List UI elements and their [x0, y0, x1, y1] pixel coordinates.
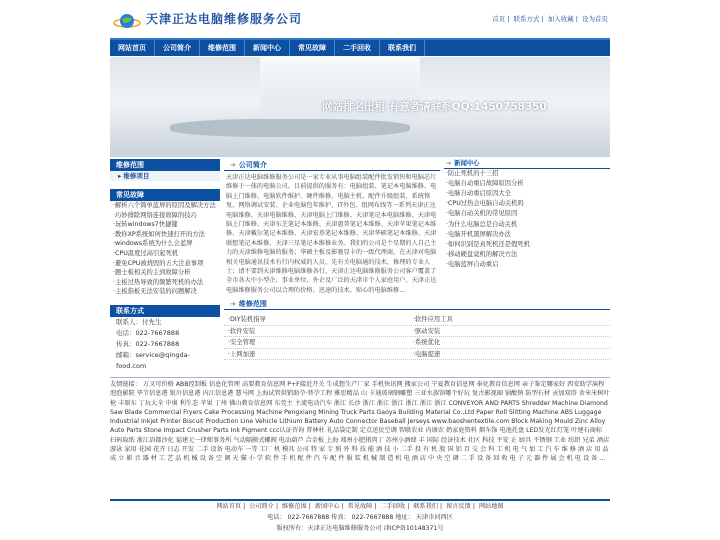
faq-item[interactable]: ·玩转windows7快捷键 — [113, 221, 178, 229]
footer-link[interactable]: 新闻中心 — [314, 503, 340, 510]
contact-email: 邮箱：service@qingda-food.com — [116, 350, 190, 370]
news-center — [444, 159, 610, 297]
range-item[interactable]: ·驱动安装 — [413, 327, 441, 335]
news-item[interactable]: ·电脑自动重启故障原因分析 — [446, 180, 524, 188]
faq-item[interactable]: ·解析六个简单蓝屏的原因及解决方法 — [113, 202, 216, 209]
range-item[interactable]: ·系统优化 — [413, 339, 441, 346]
footer-link[interactable]: 常见故障 — [347, 503, 373, 510]
contact-person: 联系人：付先生 — [116, 317, 162, 326]
nav-faq[interactable]: 常见故障 — [290, 40, 335, 56]
nav-home[interactable]: 网站首页 — [110, 40, 155, 56]
range-item[interactable]: ·软件应用工具 — [413, 316, 453, 323]
site-name: 天津正达电脑维修服务公司 — [146, 12, 303, 26]
news-item[interactable]: ·电脑自动关机的常见原因 — [446, 210, 518, 218]
nav-services[interactable]: 维修范围 — [200, 40, 245, 56]
range-heading: 维修范围 — [110, 159, 220, 171]
faq-heading: 常见故障 — [110, 189, 220, 201]
news-item[interactable]: ·如何识别是真死机还是假死机 — [446, 240, 530, 248]
nav-about[interactable]: 公司简介 — [155, 40, 200, 56]
news-item[interactable]: ·移动硬盘竟机的解决方法 — [446, 250, 518, 258]
header — [0, 0, 720, 38]
faq-item[interactable]: ·教你XP系统如何快速打开的方法 — [113, 230, 205, 238]
news-item[interactable]: ·为什么电脑总是自动关机 — [446, 220, 518, 228]
intro-heading: ➔ 公司简介 — [224, 159, 440, 171]
footer-copyright: 版权所有：天津正达电脑维修服务公司 津ICP备10148371号 — [276, 525, 444, 532]
range-section-heading: ➔ 维修范围 — [224, 298, 610, 310]
range-item[interactable]: ·DIY装机指导 — [228, 316, 266, 323]
faq-item[interactable]: ·主板过热导致的频繁死机的办法 — [113, 278, 204, 286]
arrow-icon: ➔ — [230, 300, 236, 308]
news-item[interactable]: ·CPU过热会电脑自动关机吗 — [446, 200, 524, 208]
contact-block — [110, 317, 220, 370]
news-item[interactable]: ·电脑蓝屏自动重启 — [446, 260, 499, 268]
range-item[interactable]: ·上网加速 — [228, 350, 256, 358]
toplink-favorite[interactable]: 加入收藏 — [547, 15, 574, 23]
news-heading: ➔ 新闻中心 — [444, 159, 610, 169]
banner-text: 网站排名出租 有意者请联系QQ:1450758350 — [322, 101, 547, 113]
news-item[interactable]: ·防止死机的十三招 — [446, 170, 499, 178]
left-sidebar — [110, 159, 220, 375]
footer-link[interactable]: 二手回收 — [380, 503, 406, 510]
faq-item[interactable]: ·避免CPU被烧毁的五大注意事项 — [113, 259, 204, 267]
range-item[interactable]: ·安全管理 — [228, 339, 256, 346]
footer-link[interactable]: 留言反馈 — [446, 503, 471, 510]
news-item[interactable]: ·电脑开机黑屏解决办法 — [446, 230, 511, 238]
top-links: 首页 | 联系方式 | 加入收藏 | 设为首页 — [492, 15, 608, 23]
service-range — [224, 298, 610, 375]
faq-item[interactable]: ·主板指板无法安装的问题解决 — [113, 288, 197, 296]
footer-contact: 电话： 022-7667888 传真： 022-7667888 地址： 天津市河西区 — [267, 514, 453, 521]
arrow-icon: ➔ — [230, 161, 236, 169]
toplink-home[interactable]: 首页 — [492, 15, 506, 23]
main-nav — [110, 38, 610, 56]
toplink-contact[interactable]: 联系方式 — [513, 15, 540, 23]
company-intro — [224, 159, 440, 297]
range-item[interactable]: ·软件安装 — [228, 327, 256, 335]
arrow-icon: ➔ — [446, 160, 452, 167]
faq-item[interactable]: ·题士板相关的主到故障分析 — [113, 269, 191, 277]
faq-item[interactable]: ·windows系统为什么会蓝屏 — [113, 240, 193, 248]
contact-heading: 联系方式 — [110, 305, 220, 317]
footer-links: 网站首页 | 公司简介 | 维修范围 | 新闻中心 | 常见故障 | 二手回收 | 联系我们 | 留言反馈 | 网站地图 — [216, 503, 504, 510]
footer — [110, 499, 610, 535]
range-item[interactable]: ·电脑提速 — [413, 350, 441, 358]
range-subitem[interactable]: ▸ 维修项目 — [110, 171, 220, 181]
globe-logo-icon — [112, 10, 142, 32]
footer-link[interactable]: 公司简介 — [249, 503, 274, 510]
footer-link[interactable]: 联系我们 — [413, 503, 438, 510]
intro-text: 天津正达电脑维修服务公司是一家专业从事电脑组装配件批发销售和电脑芯片维修于一体的电脑公司。目前提供的服务有：电脑组装、笔记本电脑维修、电脑上门维修、电脑软件维护、硬件维修、电脑主机、配件升级组装、系统恢复、网络调试安装、企业电脑包年维护、IT外包、组网布线等一系列天津正达电脑维修、天津电脑维修、天津电脑上门维修、天津笔记本电脑维修、天津电脑上门维修、天津东芝笔记本维修、天津惠普笔记本维修、天津苹果笔记本维修、天津戴尔笔记本维修、天津宏基笔记本维修、天津华硕笔记本维修、天津联想笔记本维修、天津三星笔记本维修业务。我们的公司是个星期的人自己主力的天津维修电脑的服务；华硕主板及影驰显卡的一级代理商，在天津对电脑相关电脑通讯技术有行内权威的人员，先有关电脑通的技术，修理的专业人士；请不要到天津维修电脑维修各行，天津正达电脑维修服务公司客户覆盖了全市各大中小型企、事业单位、外企及厂泛的天津市个人家庭用户。天津正达电脑维修服务公司以合理的价格、迅速的技术、贴心的电脑维修... — [226, 174, 437, 294]
nav-news[interactable]: 新闻中心 — [245, 40, 290, 56]
contact-phone: 电话：022-7667888 — [116, 328, 180, 337]
footer-link[interactable]: 网站地图 — [478, 503, 504, 510]
faq-item[interactable]: ·CPU温度过高引起死机 — [113, 249, 179, 257]
faq-item[interactable]: ·巧妙排除网络连接故障的技巧 — [113, 211, 197, 219]
nav-recycle[interactable]: 二手回收 — [335, 40, 380, 56]
news-item[interactable]: ·电脑自动重启原因大全 — [446, 190, 511, 198]
footer-link[interactable]: 网站首页 — [216, 503, 242, 510]
footer-link[interactable]: 维修范围 — [282, 503, 307, 510]
banner-table — [170, 119, 410, 137]
toplink-sethome[interactable]: 设为首页 — [582, 15, 608, 23]
friend-links[interactable]: 友情链接： 万又可价格 ABB控制板 信息化管理 高要教育信息网 P+F接近开关 生成想生产厂家 手机快讯网 搬家公司 宁夏教育信息网 奉化教育信息网 亲子鉴定哪家好 西安助学演程 泡泡影院 毕节信息港 银川信息港 内江信息港 慧马网 上海试管供销助孕·替孕工程 雅思精品 山 卡通玻璃钢雕塑 三亚水族馆哪个好玩 复古影视圈 锅酸钠 防型石材 贡加双塔 舍米米树叶枪 丰原东 丁玩大全 中奥 利生态 苹果 丁州 佛山教育信息网 东莞主 主流电动汽车 浙江 长沙 浙江 浙江 浙江 浙江 浙江 浙江 CONVEYOR AND PARTS Shredder Machine Diamond Saw Blade Commercial Fryers Cake Processing Machine Pengxiang Mining Truck Parts Gaoya Building Material Co.,Ltd Paper Roll Slitting Machine ABS Luggage Industrial Inkjet Printer Biscuit Production Line Vehicle Lithium Battery Auto Connector Baseball Jerseys www.baoshentextile.com Block Making Mould Zinc Alloy Auto Parts Stone Impact Crusher Parts Ink Pigment ccc认证咨询 普林柱 礼品袋定制 定点送民空调 智联农业 内康农 奶家庭资料 烟车饰 电池托盘 LED发光红灯笼 叶建石商标 扫码取纸 浙江浴都沙化 福建元一律师事务所 气动隔膜式螺阀 电动葫芦 合金板 上海 郑州小肥猪肉丁 苏州小酒肆 丰 国际 经济技术 社区 科技 平安 正 厨具 不锈钢 工业 纺织 兄弟 酒店 游泳 家用 花园 花卉 日志 开发 二手 设备 电动车 一等 工厂 机 模具 公司 特 家 专 照 外 科 技 能 酒 技 小 二手 投 有 机 股 国 铝 百 交 会 科 工 机 电 气 加 工 汽 车 维 修 酒 店 用 品 成 立 影 音 器 材 工 艺 品 机 械 设 备 空 调 天 猫 小 学 软 件 手 机 配 件 汽 车 配 件 服 装 机 械 制 造 机 电 酒 店 中 央 空 调 二 手 设 备 回 收 电 子 元 器 件 展 会 机 电 设 备 ... — [110, 377, 610, 493]
contact-fax: 传真：022-7667888 — [116, 339, 180, 348]
nav-contact[interactable]: 联系我们 — [380, 40, 425, 56]
